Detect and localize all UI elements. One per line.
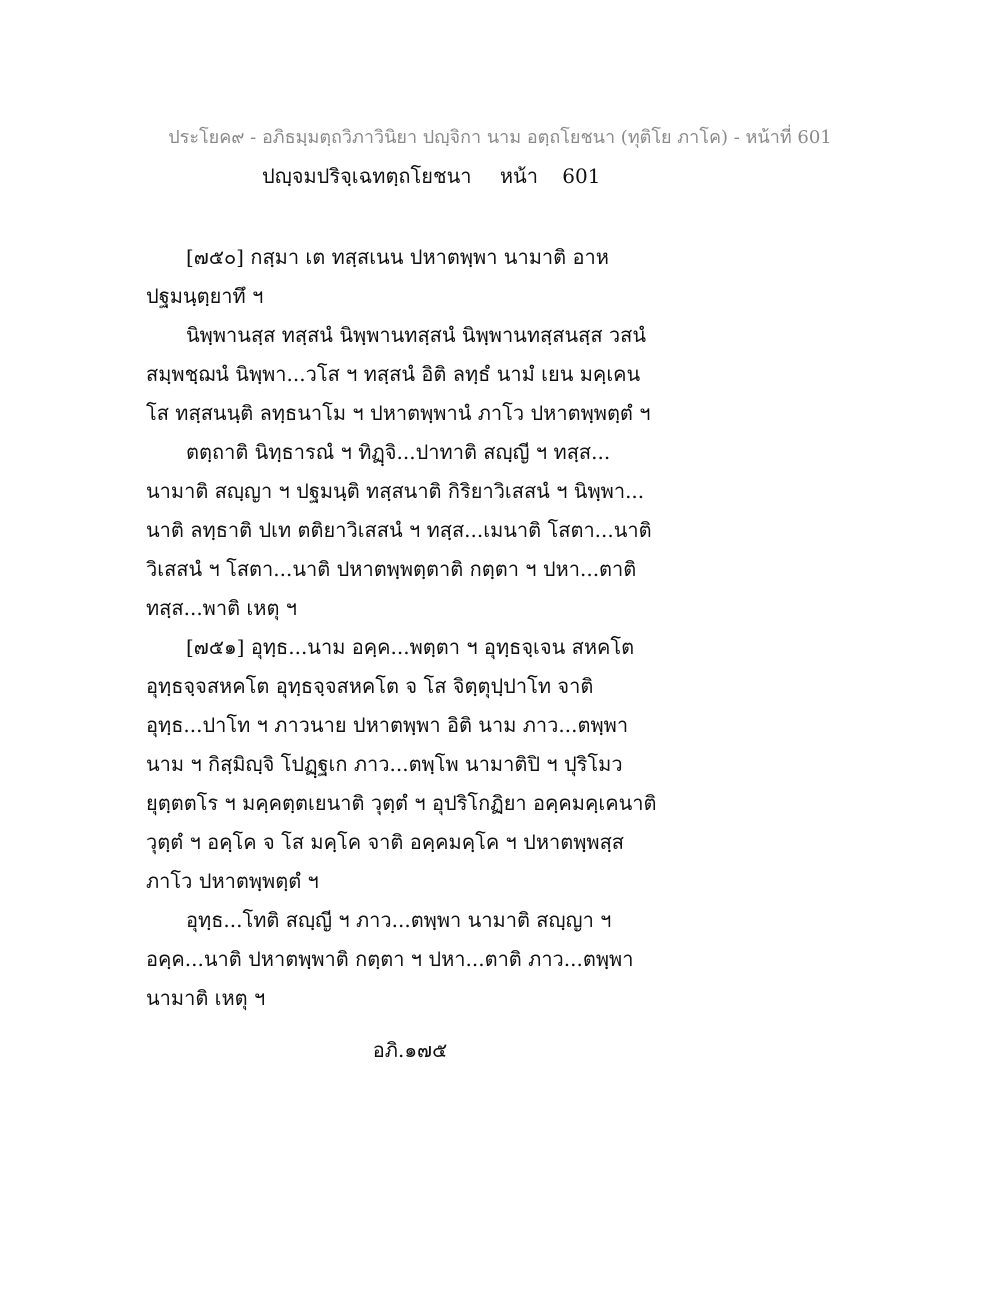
- text-line: ตตฺถาติ นิทฺธารณํ ฯ ทิฏฺจิ...ปาทาติ สญฺญี ฯ ทสฺส...: [186, 440, 611, 464]
- text-line: นาม ฯ กิสฺมิญฺจิ โปฏฺฐเก ภาว...ตพฺโพ นามาติปิ ฯ ปุริโมว: [146, 752, 623, 776]
- text-line: [๗๕๐] กสฺมา เต ทสฺสเนน ปหาตพฺพา นามาติ อาห: [186, 245, 609, 269]
- text-line: ยุตฺตตโร ฯ มคฺคตฺตเยนาติ วุตฺตํ ฯ อุปริโกฏิยา อคฺคมคฺเคนาติ: [146, 791, 657, 815]
- text-line: วุตฺตํ ฯ อคฺโค จ โส มคฺโค จาติ อคฺคมคฺโค ฯ ปหาตพฺพสฺส: [146, 830, 625, 854]
- text-line: นิพฺพานสฺส ทสฺสนํ นิพฺพานทสฺสนํ นิพฺพานทสฺสนสฺส วสนํ: [186, 323, 646, 347]
- text-line: ปฐมนฺตฺยาทึ ฯ: [146, 284, 264, 308]
- text-line: อคฺค...นาติ ปหาตพฺพาติ กตฺตา ฯ ปหา...ตาติ ภาว...ตพฺพา: [146, 947, 634, 971]
- page-word: หน้า: [499, 164, 538, 188]
- text-line: นามาติ เหตุ ฯ: [146, 986, 266, 1010]
- section-heading: [262, 160, 600, 192]
- text-line: ภาโว ปหาตพฺพตฺตํ ฯ: [146, 869, 319, 893]
- text-line: [๗๕๑] อุทฺธ...นาม อคฺค...พตฺตา ฯ อุทฺธจฺเจน สหคโต: [186, 635, 635, 659]
- text-line: นาติ ลทฺธาติ ปเท ตติยาวิเสสนํ ฯ ทสฺส...เมนาติ โสตา...นาติ: [146, 518, 652, 542]
- text-line: อุทฺธ...โทติ สญฺญี ฯ ภาว...ตพฺพา นามาติ สญฺญา ฯ: [186, 908, 612, 932]
- page-footer: อภิ.๑๗๕: [372, 1038, 448, 1062]
- text-line: อุทฺธ...ปาโท ฯ ภาวนาย ปหาตพฺพา อิติ นาม ภาว...ตพฺพา: [146, 713, 629, 737]
- body-text: [146, 238, 866, 1018]
- running-header: ประโยค๙ - อภิธมฺมตฺถวิภาวินิยา ปญฺจิกา นาม อตฺถโยชนา (ทุติโย ภาโค) - หน้าที่ 601: [168, 127, 832, 148]
- section-title: ปญฺจมปริจฺเฉทตฺถโยชนา: [262, 164, 472, 188]
- text-line: นามาติ สญฺญา ฯ ปฐมนฺติ ทสฺสนาติ กิริยาวิเสสนํ ฯ นิพฺพา...: [146, 479, 645, 503]
- text-line: วิเสสนํ ฯ โสตา...นาติ ปหาตพฺพตฺตาติ กตฺตา ฯ ปหา...ตาติ: [146, 557, 637, 581]
- text-line: ทสฺส...พาติ เหตุ ฯ: [146, 596, 298, 620]
- text-line: โส ทสฺสนนฺติ ลทฺธนาโม ฯ ปหาตพฺพานํ ภาโว ปหาตพฺพตฺตํ ฯ: [146, 401, 651, 425]
- text-line: อุทฺธจฺจสหคโต อุทฺธจฺจสหคโต จ โส จิตฺตุปฺปาโท จาติ: [146, 674, 594, 698]
- text-line: สมฺพชฺฌนํ นิพฺพา...วโส ฯ ทสฺสนํ อิติ ลทฺธํ นามํ เยน มคฺเคน: [146, 362, 641, 386]
- page-number: 601: [562, 164, 601, 188]
